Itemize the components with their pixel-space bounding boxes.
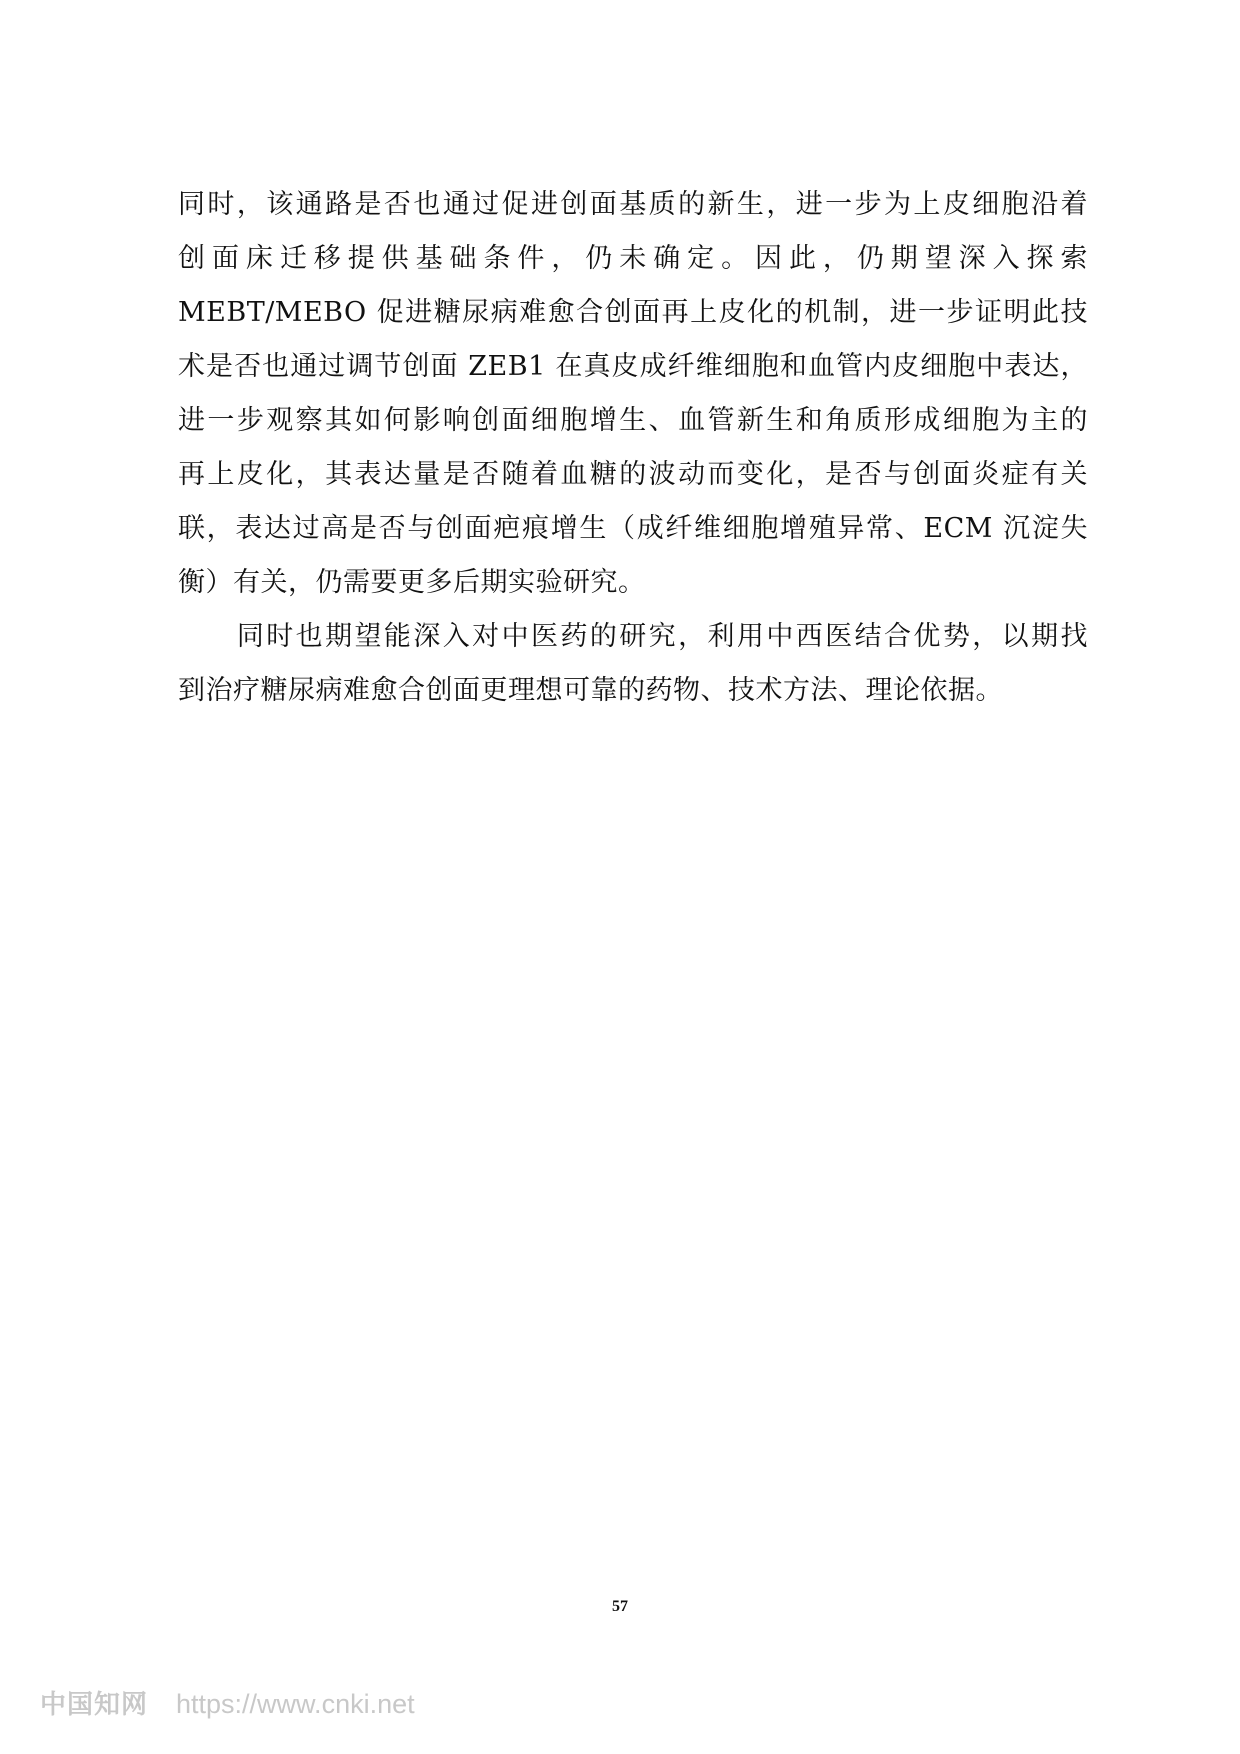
text-line-paragraph-end: 到治疗糖尿病难愈合创面更理想可靠的药物、技术方法、理论依据。: [178, 675, 1003, 706]
text-line: 进一步观察其如何影响创面细胞增生、血管新生和角质形成细胞为主的: [178, 405, 1088, 436]
cnki-watermark: [40, 1686, 415, 1722]
text-line: 创面床迁移提供基础条件，仍未确定。因此，仍期望深入探索: [178, 243, 1088, 274]
page-number: 57: [612, 1598, 628, 1615]
cnki-url: https://www.cnki.net: [176, 1689, 415, 1719]
text-line-paragraph-end: 衡）有关，仍需要更多后期实验研究。: [178, 567, 646, 598]
text-line: 联，表达过高是否与创面疤痕增生（成纤维细胞增殖异常、ECM 沉淀失: [178, 513, 1088, 544]
text-line: MEBT/MEBO 促进糖尿病难愈合创面再上皮化的机制，进一步证明此技: [178, 297, 1088, 328]
text-line: 同时，该通路是否也通过促进创面基质的新生，进一步为上皮细胞沿着: [178, 189, 1088, 220]
text-line: 再上皮化，其表达量是否随着血糖的波动而变化，是否与创面炎症有关: [178, 459, 1088, 490]
cnki-logo-text: 中国知网: [40, 1690, 149, 1720]
text-line: 术是否也通过调节创面 ZEB1 在真皮成纤维细胞和血管内皮细胞中表达，: [178, 351, 1088, 382]
text-line-paragraph-start: 同时也期望能深入对中医药的研究，利用中西医结合优势，以期找: [178, 621, 1088, 652]
body-text: [178, 178, 1088, 718]
